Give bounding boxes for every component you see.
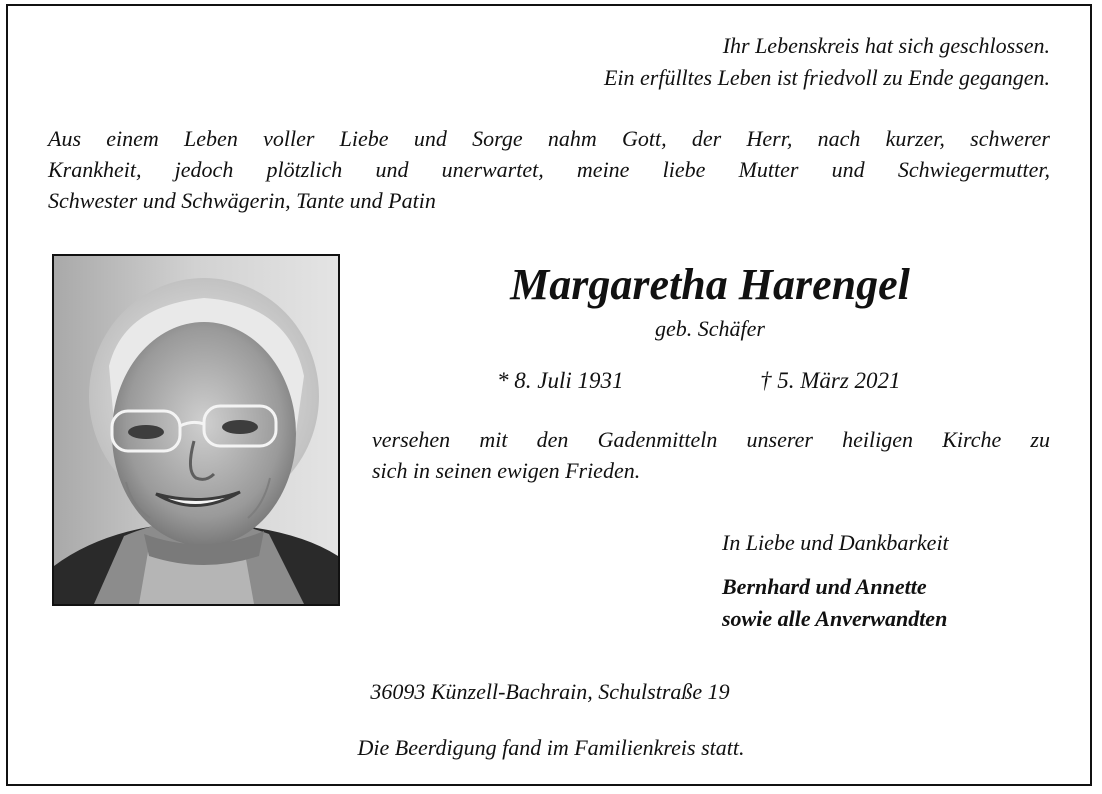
maiden-name: geb. Schäfer [655,316,765,341]
deceased-name: Margaretha Harengel [510,260,910,309]
motto-line-2: Ein erfülltes Leben ist friedvoll zu Ende gegangen. [603,65,1050,90]
death-date: † 5. März 2021 [760,368,901,393]
body-line-1: versehen mit den Gadenmitteln unserer heiligen Kirche zu [372,427,1050,452]
intro-line-1: Aus einem Leben voller Liebe und Sorge nahm Gott, der Herr, nach kurzer, schwerer [48,126,1050,151]
address [0,676,1102,708]
family-signature [722,571,947,635]
motto [604,30,1050,94]
motto-line-1: Ihr Lebenskreis hat sich geschlossen. [722,33,1050,58]
body-line-2: sich in seinen ewigen Frieden. [372,458,641,483]
address-text: 36093 Künzell-Bachrain, Schulstraße 19 [370,679,730,704]
family-line-1: Bernhard und Annette [722,574,927,599]
closing-phrase: In Liebe und Dankbarkeit [722,530,949,555]
intro-text [48,123,1050,216]
body-text [372,424,1050,486]
family-line-2: sowie alle Anverwandten [722,606,948,631]
birth-date: * 8. Juli 1931 [497,368,624,393]
funeral-note: Die Beerdigung fand im Familienkreis statt. [357,735,745,760]
portrait-photo [52,254,340,606]
intro-line-3: Schwester und Schwägerin, Tante und Patin [48,188,436,213]
intro-line-2: Krankheit, jedoch plötzlich und unerwartet, meine liebe Mutter und Schwiegermutter, [48,157,1050,182]
